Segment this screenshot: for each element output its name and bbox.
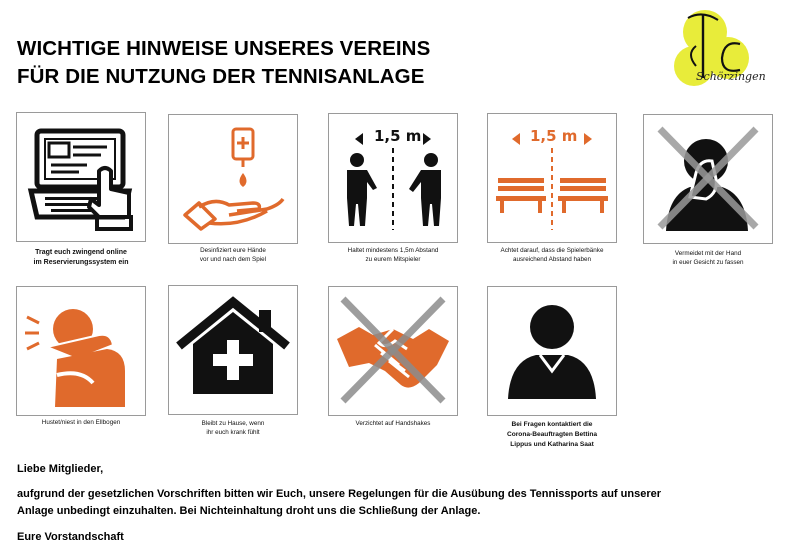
contact-person-icon [488, 287, 616, 415]
distance-label-people: 1,5 m [374, 127, 422, 145]
caption-distance-benches: Achtet darauf, dass die Spielerbänke ausreichend Abstand haben [500, 247, 604, 263]
card-distance-benches [487, 113, 617, 243]
no-face-touch-icon [644, 115, 772, 243]
card-no-handshake [328, 286, 458, 416]
card-online-booking [16, 112, 146, 242]
card-distance-people [328, 113, 458, 243]
caption-sanitize: Desinfiziert eure Hände vor und nach dem Spiel [199, 247, 267, 263]
caption-online-booking: Tragt euch zwingend online im Reservierungssystem ein [33, 249, 129, 266]
distance-label-benches: 1,5 m [530, 127, 578, 145]
club-logo [666, 4, 778, 100]
card-stay-home [168, 285, 298, 415]
page-title [17, 35, 430, 91]
cough-elbow-icon [17, 287, 145, 415]
message-line-1: aufgrund der gesetzlichen Vorschriften bitten wir Euch, unsere Regelungen für die Ausübung des Tennissports auf unserer [17, 488, 661, 500]
card-contact-person [487, 286, 617, 416]
card-no-face-touch [643, 114, 773, 244]
caption-stay-home: Bleibt zu Hause, wenn ihr euch krank fühlt [201, 420, 265, 436]
caption-distance-people: Haltet mindestens 1,5m Abstand zu eurem Mitspieler [347, 247, 439, 263]
card-sanitize [168, 114, 298, 244]
caption-cough-elbow: Hustet/niest in den Ellbogen [41, 419, 121, 426]
card-cough-elbow [16, 286, 146, 416]
logo-text: Schörzingen [696, 70, 766, 83]
stay-home-icon [169, 286, 297, 414]
greeting-text: Liebe Mitglieder, [17, 463, 104, 475]
caption-contact-person: Bei Fragen kontaktiert die Corona-Beauftragten Bettina Lippus und Katharina Saat [506, 421, 598, 448]
no-handshake-icon [329, 287, 457, 415]
message-line-2: Anlage unbedingt einzuhalten. Bei Nichteinhaltung droht uns die Schließung der Anlage. [17, 505, 481, 517]
caption-no-handshake: Verzichtet auf Handshakes [355, 420, 431, 427]
title-line-2: FÜR DIE NUTZUNG DER TENNISANLAGE [17, 65, 425, 88]
caption-no-face-touch: Vermeidet mit der Hand in euer Gesicht zu fassen [672, 250, 744, 266]
title-line-1: WICHTIGE HINWEISE UNSERES VEREINS [17, 37, 431, 60]
hand-sanitizer-icon [169, 115, 297, 243]
computer-booking-icon [17, 113, 145, 241]
signature-text: Eure Vorstandschaft [17, 531, 124, 543]
